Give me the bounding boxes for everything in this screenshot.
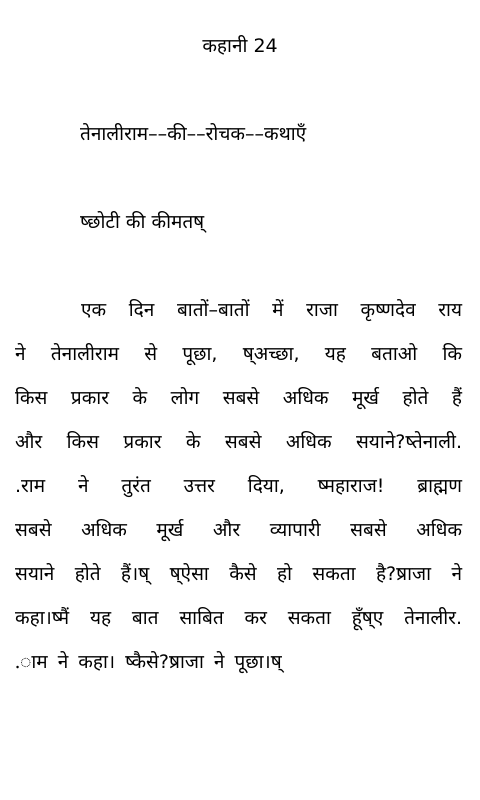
story-body	[15, 296, 462, 692]
body-line: .ाम ने कहा। ष्कैसे?ष्राजा ने पूछा।ष्	[15, 651, 282, 673]
body-line: एक दिन बातों–बातों में राजा कृष्णदेव राय	[81, 299, 462, 321]
story-title: ष्छोटी की कीमतष्	[80, 211, 205, 233]
body-line: सयाने होते हैं।ष् ष्ऐसा कैसे हो सकता है?ष्राजा ने	[15, 563, 462, 585]
body-line: .राम ने तुरंत उत्तर दिया, ष्महाराज! ब्राह्मण	[15, 475, 462, 497]
body-line: और किस प्रकार के सबसे अधिक सयाने?ष्तेनाली.	[15, 431, 462, 453]
series-title: तेनालीराम––की––रोचक––कथाएँ	[80, 123, 307, 145]
body-line: सबसे अधिक मूर्ख और व्यापारी सबसे अधिक	[15, 519, 462, 541]
body-line: किस प्रकार के लोग सबसे अधिक मूर्ख होते हैं	[15, 387, 462, 409]
body-line: ने तेनालीराम से पूछा, ष्अच्छा, यह बताओ कि	[15, 343, 462, 365]
body-line: कहा।ष्मैं यह बात साबित कर सकता हूँष्ए तेनालीर.	[15, 607, 462, 629]
chapter-title: कहानी 24	[202, 35, 278, 57]
